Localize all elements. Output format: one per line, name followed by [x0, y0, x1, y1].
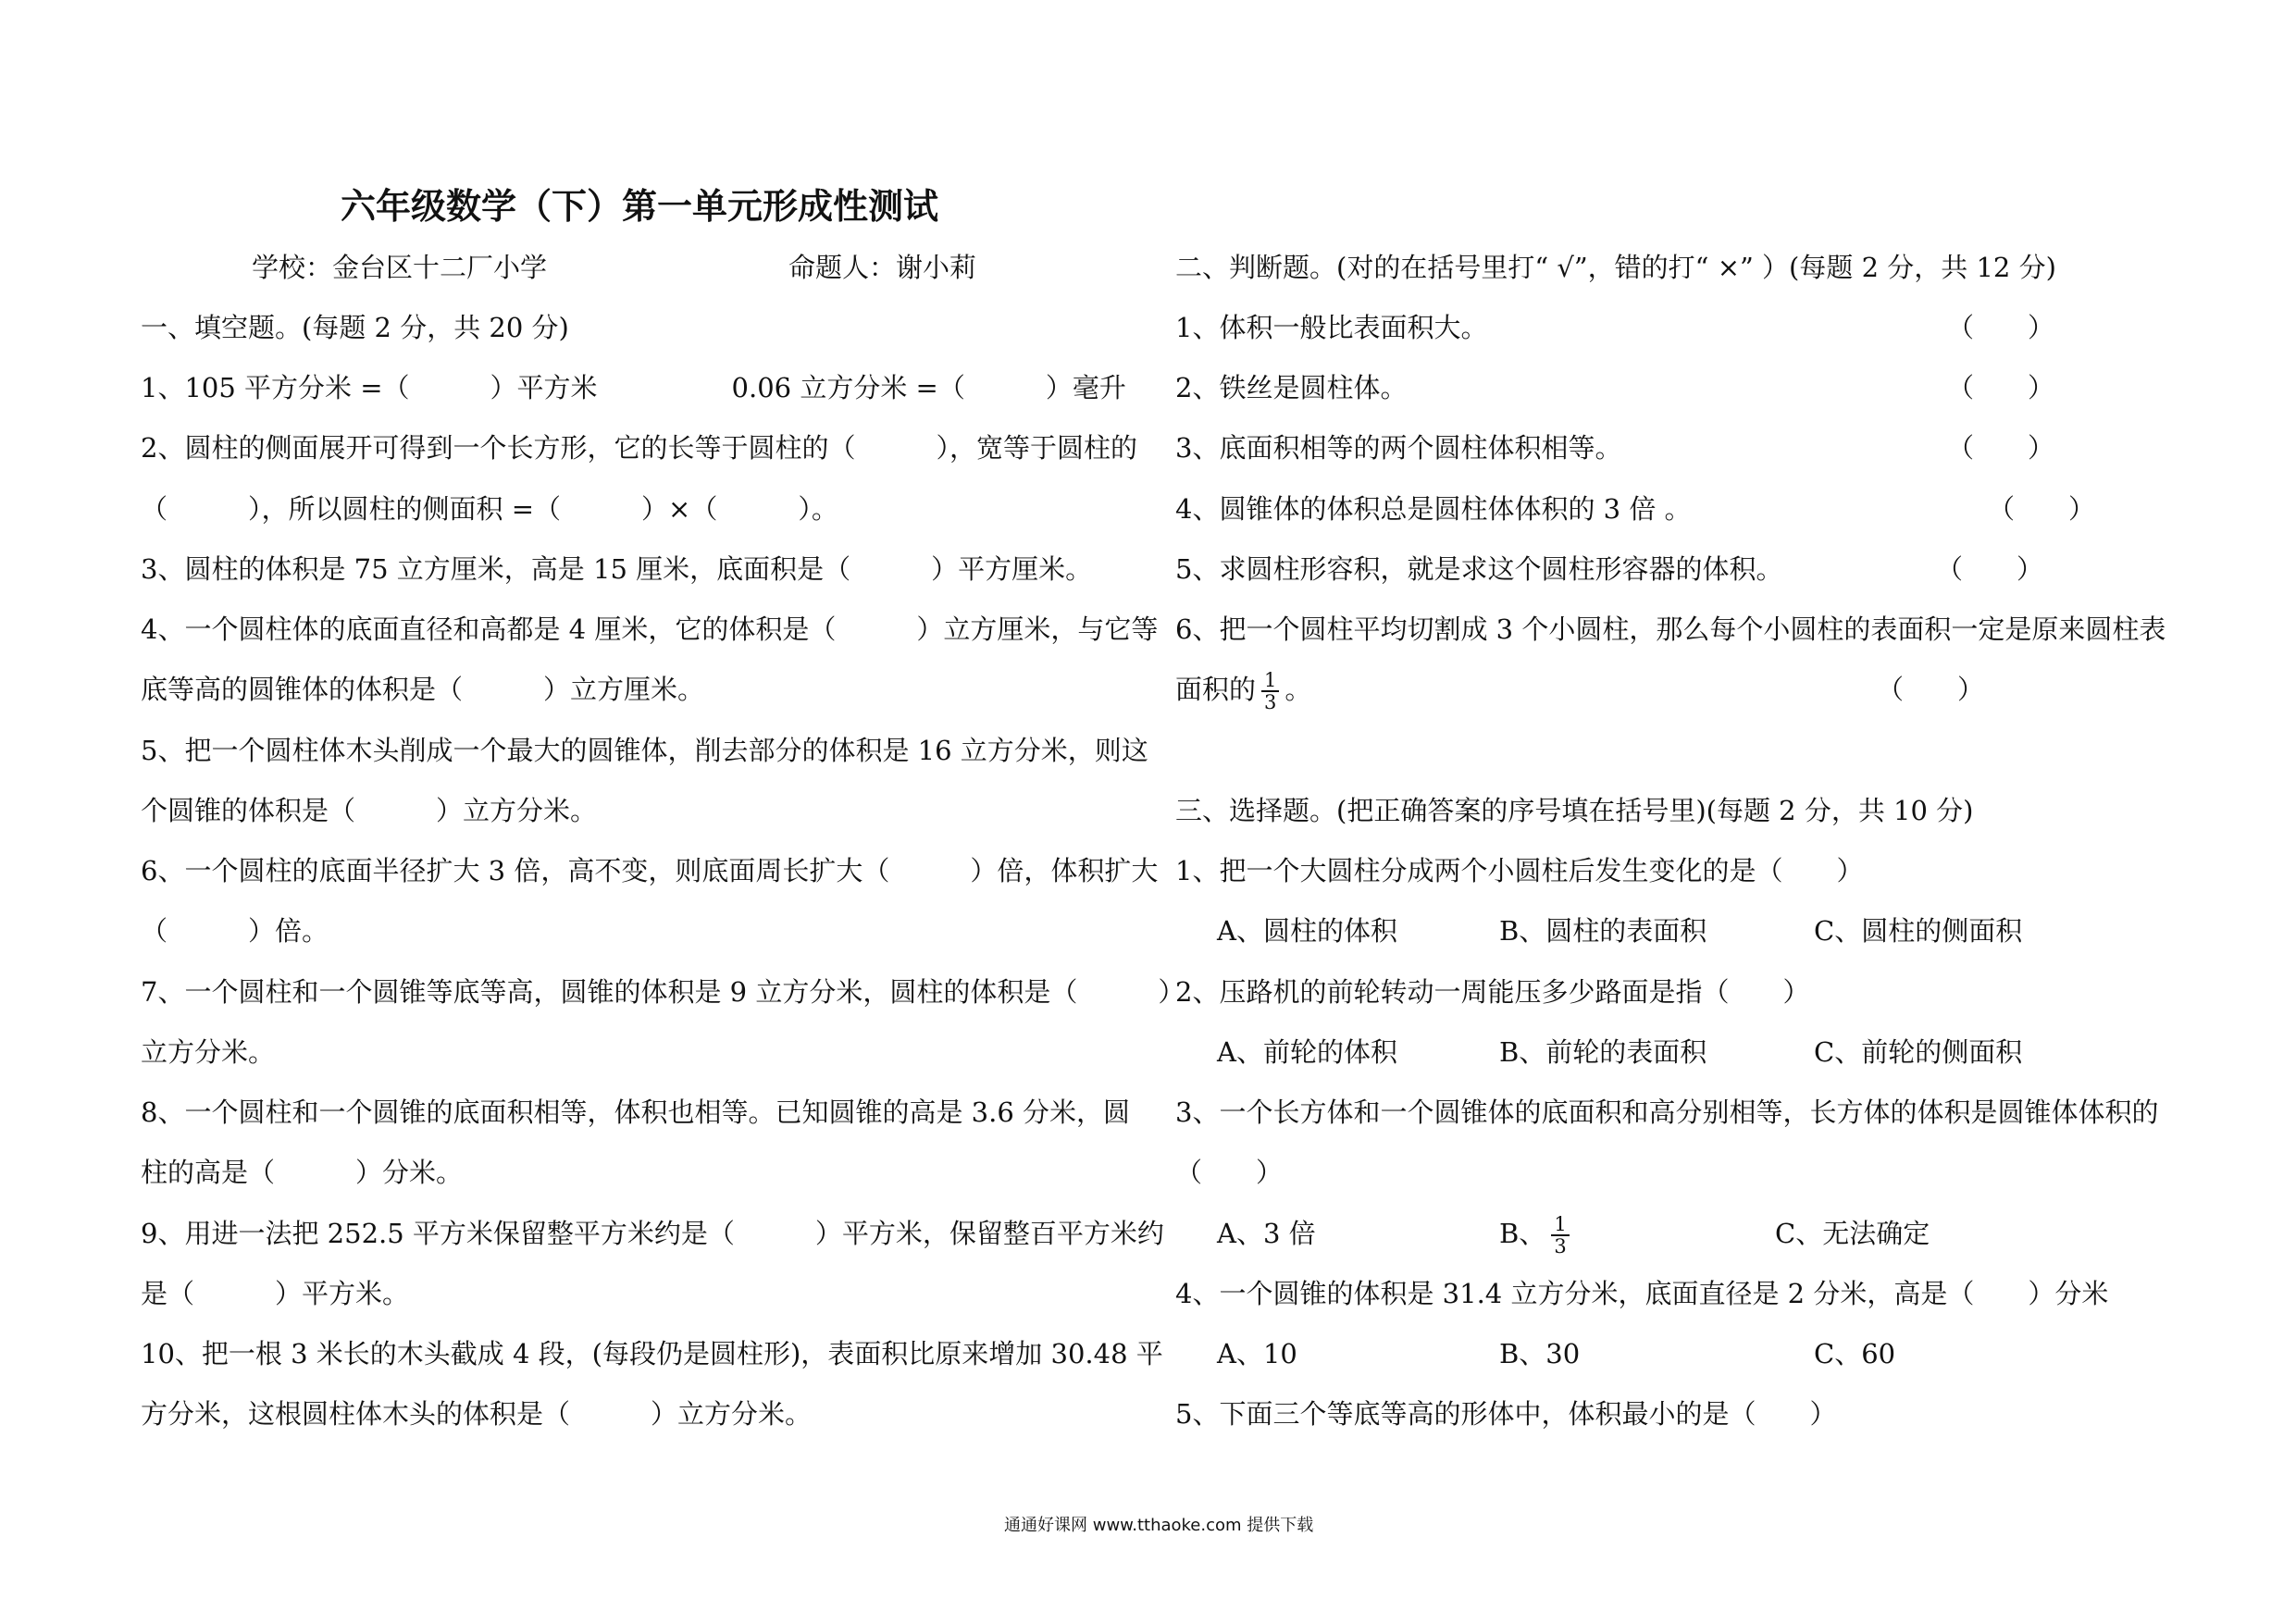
- choice-option: A、圆柱的体积: [1217, 915, 1397, 947]
- question-line: （ ）倍。: [141, 915, 329, 947]
- answer-bracket: （ ）: [1877, 674, 1985, 705]
- choice-option: B、前轮的表面积: [1499, 1036, 1707, 1068]
- section-heading: 二、判断题。(对的在括号里打“ √”，错的打“ ×” ）(每题 2 分，共 12 分): [1175, 252, 2056, 283]
- answer-bracket: （ ）: [1947, 312, 2055, 343]
- question-line: 个圆锥的体积是（ ）立方分米。: [141, 795, 598, 826]
- fraction-denominator: 3: [1264, 691, 1277, 713]
- choice-option: B、30: [1499, 1338, 1581, 1369]
- question-line: 9、用进一法把 252.5 平方米保留整平方米约是（ ）平方米，保留整百平方米约: [141, 1218, 1164, 1249]
- question-line: 3、圆柱的体积是 75 立方厘米，高是 15 厘米，底面积是（ ）平方厘米。: [141, 553, 1093, 585]
- footer-credit: 通通好课网 www.tthaoke.com 提供下载: [1004, 1516, 1314, 1535]
- choice-option: [1499, 1212, 1575, 1257]
- judgment-item: 6、把一个圆柱平均切割成 3 个小圆柱，那么每个小圆柱的表面积一定是原来圆柱表: [1175, 613, 2166, 645]
- fraction: [1551, 1214, 1569, 1257]
- question-line: 10、把一根 3 米长的木头截成 4 段，(每段仍是圆柱形)，表面积比原来增加 30.48 平: [141, 1338, 1163, 1369]
- author-label: 命题人：谢小莉: [788, 252, 977, 283]
- question-line: 7、一个圆柱和一个圆锥等底等高，圆锥的体积是 9 立方分米，圆柱的体积是（ ）: [141, 976, 1185, 1008]
- question-line: （ ），所以圆柱的侧面积 =（ ）×（ ）。: [141, 493, 838, 525]
- fraction: [1261, 670, 1279, 712]
- choice-option: C、圆柱的侧面积: [1814, 915, 2023, 947]
- question-line: 柱的高是（ ）分米。: [141, 1157, 464, 1188]
- question-line: 1、105 平方分米 =（ ）平方米 0.06 立方分米 =（ ）毫升: [141, 372, 1126, 403]
- question-line: 5、把一个圆柱体木头削成一个最大的圆锥体，削去部分的体积是 16 立方分米，则这: [141, 735, 1148, 766]
- choice-option: A、3 倍: [1217, 1218, 1316, 1249]
- question-line: 底等高的圆锥体的体积是（ ）立方厘米。: [141, 674, 705, 705]
- judgment-item: 2、铁丝是圆柱体。: [1175, 372, 1408, 403]
- choice-option: B、圆柱的表面积: [1499, 915, 1707, 947]
- fraction-numerator: 1: [1261, 670, 1279, 692]
- judgment-item-continued: [1175, 668, 1311, 712]
- choice-question: 2、压路机的前轮转动一周能压多少路面是指（ ）: [1175, 976, 1810, 1008]
- question-line: 是（ ）平方米。: [141, 1278, 410, 1309]
- question-line: 4、一个圆柱体的底面直径和高都是 4 厘米，它的体积是（ ）立方厘米，与它等: [141, 613, 1159, 645]
- question-line: 立方分米。: [141, 1036, 276, 1068]
- answer-bracket: （ ）: [1947, 372, 2055, 403]
- question-line: 方分米，这根圆柱体木头的体积是（ ）立方分米。: [141, 1398, 813, 1430]
- question-line: 6、一个圆柱的底面半径扩大 3 倍，高不变，则底面周长扩大（ ）倍，体积扩大: [141, 855, 1159, 886]
- section-heading: 一、填空题。(每题 2 分，共 20 分): [141, 312, 569, 343]
- choice-option: C、60: [1814, 1338, 1896, 1369]
- judgment-item: 1、体积一般比表面积大。: [1175, 312, 1488, 343]
- judgment-item: 5、求圆柱形容积，就是求这个圆柱形容器的体积。: [1175, 553, 1783, 585]
- school-label: 学校：金台区十二厂小学: [252, 252, 548, 283]
- choice-option-label: B、: [1499, 1218, 1546, 1249]
- page-title: 六年级数学（下）第一单元形成性测试: [341, 185, 939, 227]
- judgment-item: 4、圆锥体的体积总是圆柱体体积的 3 倍 。: [1175, 493, 1692, 525]
- question-line: 8、一个圆柱和一个圆锥的底面积相等，体积也相等。已知圆锥的高是 3.6 分米，圆: [141, 1096, 1131, 1128]
- judgment-item: 3、底面积相等的两个圆柱体积相等。: [1175, 432, 1622, 464]
- choice-option: C、无法确定: [1775, 1218, 1930, 1249]
- question-line: 2、圆柱的侧面展开可得到一个长方形，它的长等于圆柱的（ ），宽等于圆柱的: [141, 432, 1137, 464]
- choice-question: 4、一个圆锥的体积是 31.4 立方分米，底面直径是 2 分米，高是（ ）分米: [1175, 1278, 2109, 1309]
- answer-bracket: （ ）: [1936, 553, 2044, 585]
- section-heading: 三、选择题。(把正确答案的序号填在括号里)(每题 2 分，共 10 分): [1175, 795, 1974, 826]
- answer-bracket: （ ）: [1947, 432, 2055, 464]
- fraction-denominator: 3: [1554, 1235, 1567, 1258]
- judgment-text: 。: [1285, 674, 1312, 705]
- answer-bracket: （ ）: [1988, 493, 2096, 525]
- judgment-text: 面积的: [1175, 674, 1257, 705]
- choice-option: A、10: [1217, 1338, 1297, 1369]
- choice-option: C、前轮的侧面积: [1814, 1036, 2023, 1068]
- choice-option: A、前轮的体积: [1217, 1036, 1397, 1068]
- choice-question-continued: （ ）: [1175, 1157, 1284, 1188]
- choice-question: 3、一个长方体和一个圆锥体的底面积和高分别相等，长方体的体积是圆锥体体积的: [1175, 1096, 2159, 1128]
- choice-question: 1、把一个大圆柱分成两个小圆柱后发生变化的是（ ）: [1175, 855, 1864, 886]
- choice-question: 5、下面三个等底等高的形体中，体积最小的是（ ）: [1175, 1398, 1837, 1430]
- fraction-numerator: 1: [1551, 1214, 1569, 1236]
